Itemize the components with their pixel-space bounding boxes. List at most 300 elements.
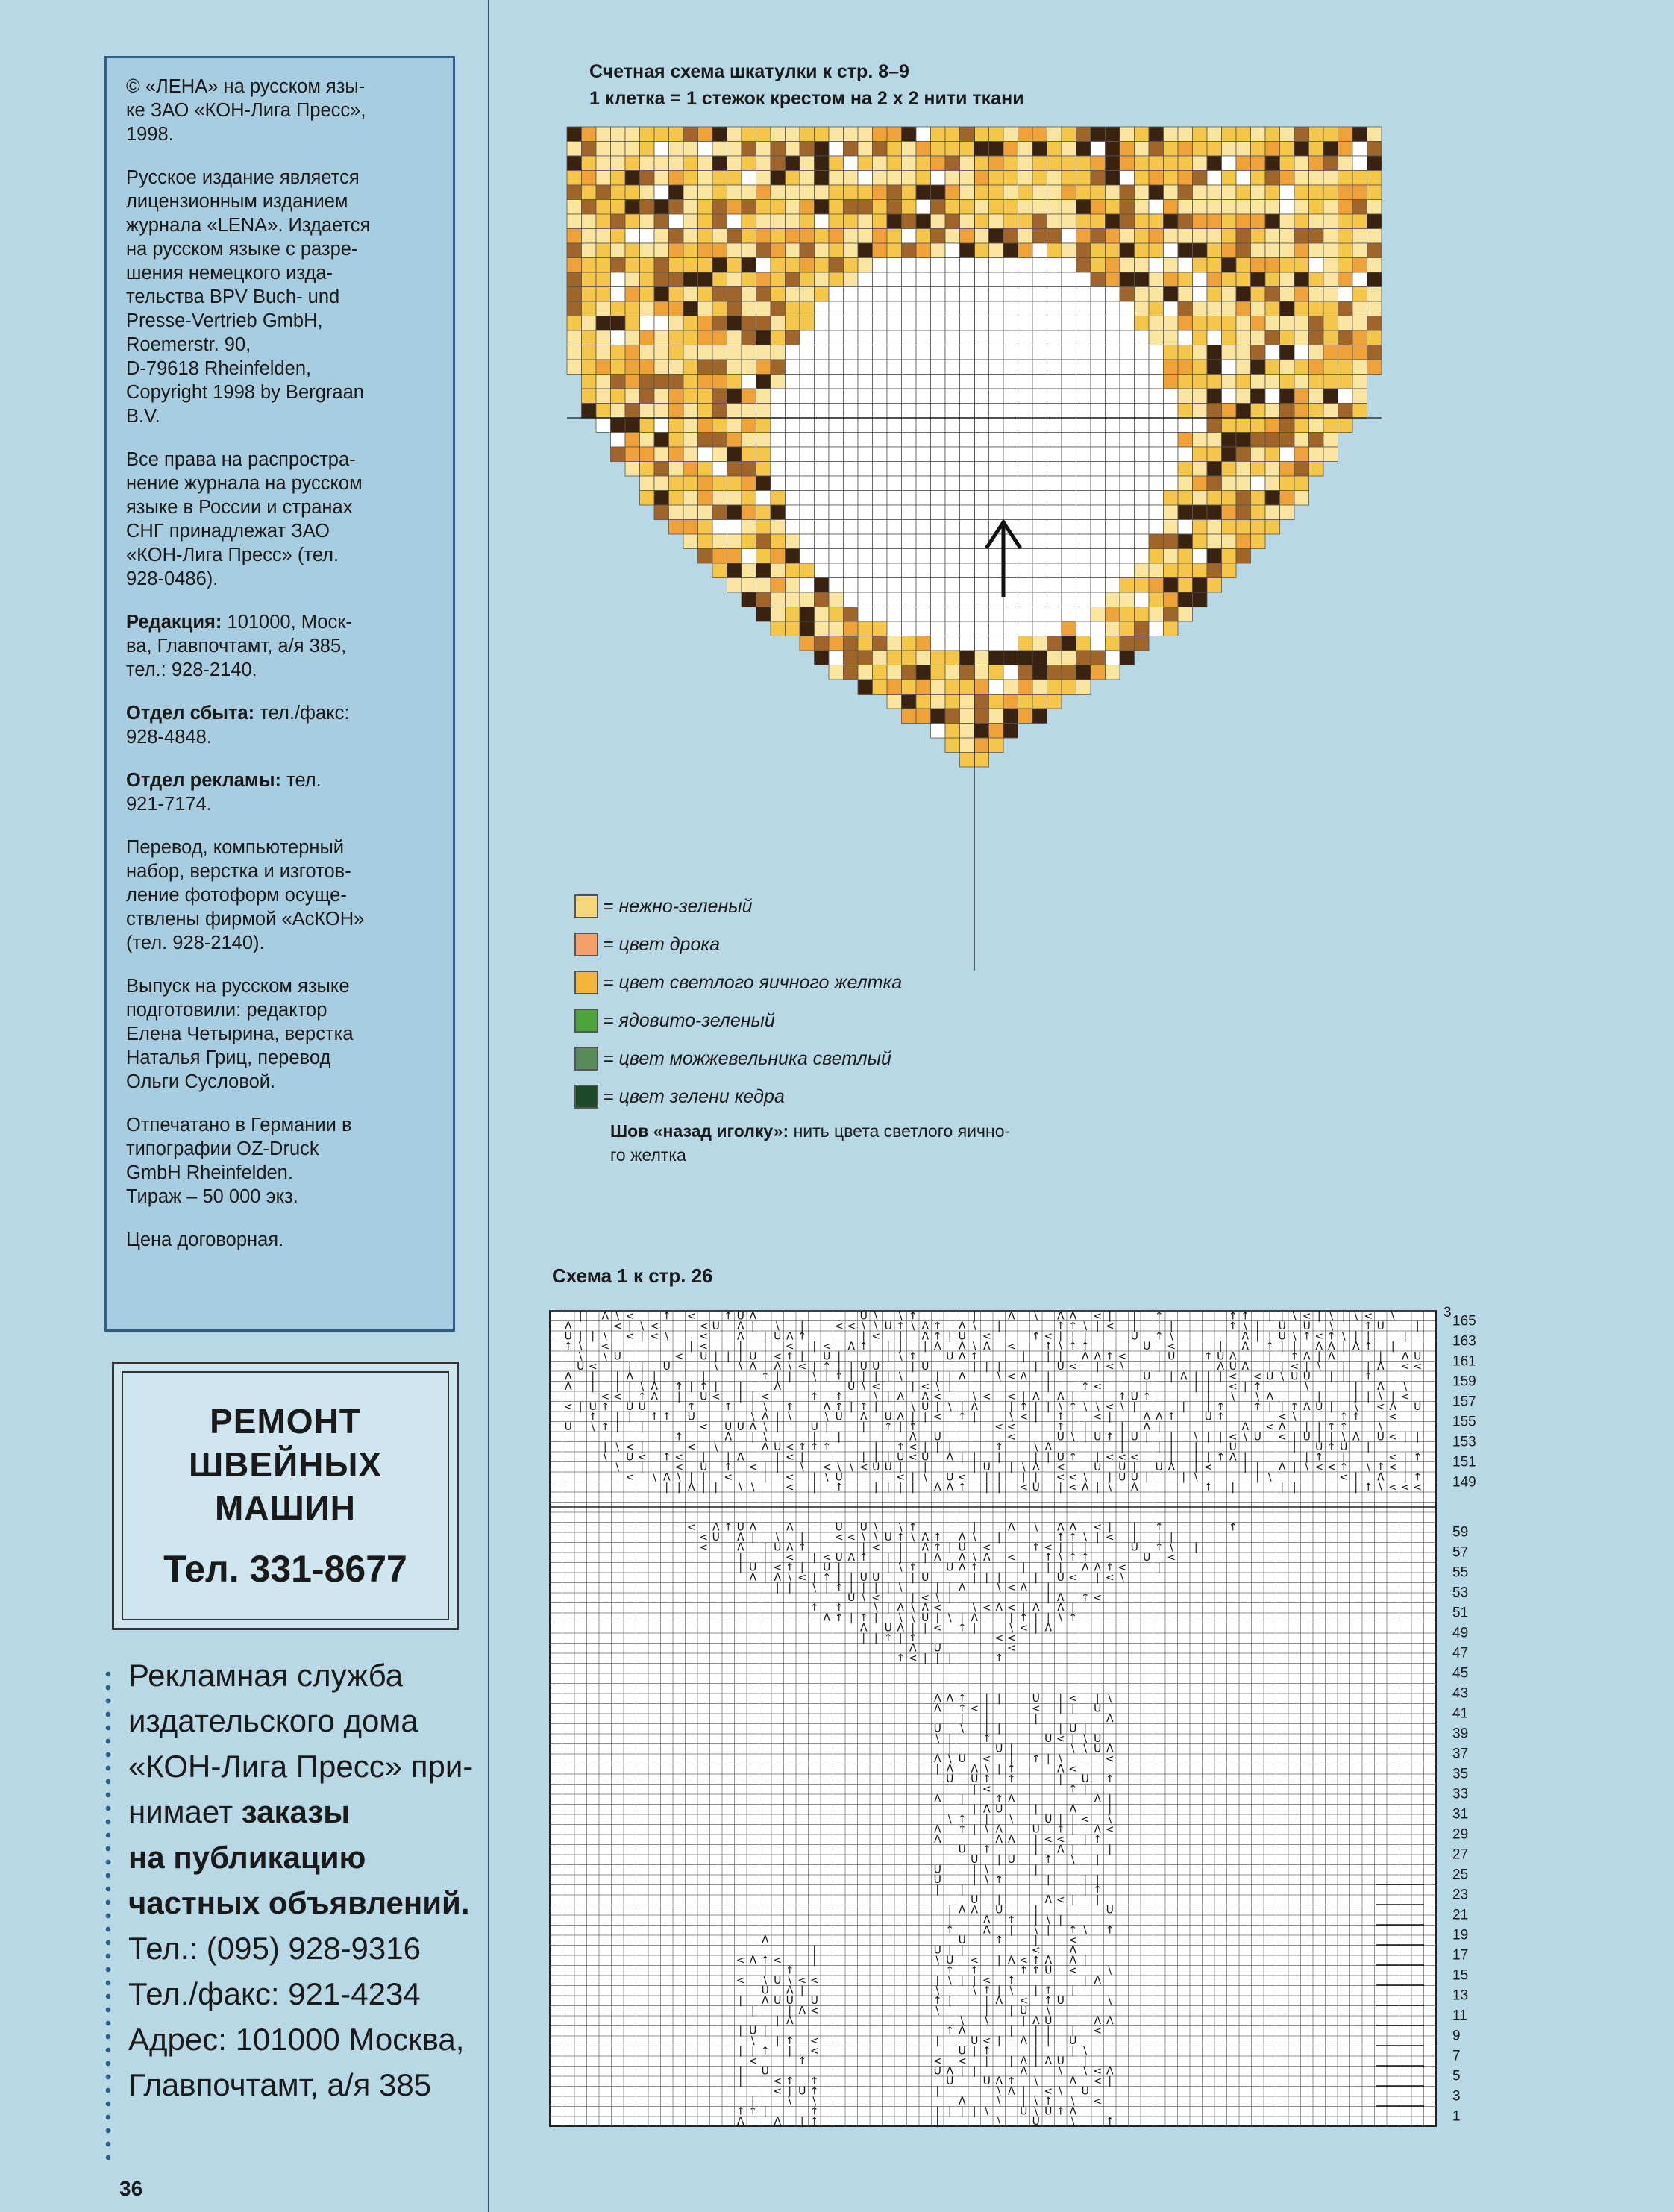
stitch-cell xyxy=(1207,447,1222,462)
stitch-cell xyxy=(1207,243,1222,258)
knit-symbol: | xyxy=(739,1561,743,1574)
stitch-cell xyxy=(1193,229,1208,244)
stitch-cell xyxy=(1236,375,1251,389)
knit-symbol: Λ xyxy=(786,1984,794,1997)
knit-symbol: ↑ xyxy=(1364,1482,1373,1494)
stitch-cell xyxy=(640,272,655,287)
knit-symbol: Λ xyxy=(662,1471,671,1484)
stitch-cell xyxy=(1106,287,1120,302)
knit-symbol: ↑ xyxy=(896,1441,906,1453)
knit-symbol: ↑ xyxy=(1080,1592,1090,1604)
knit-symbol: \ xyxy=(1059,2065,1063,2078)
stitch-cell xyxy=(989,214,1004,229)
stitch-cell xyxy=(916,127,931,142)
stitch-cell xyxy=(596,375,611,389)
stitch-cell xyxy=(654,127,669,142)
knit-symbol: | xyxy=(701,1471,706,1484)
stitch-cell xyxy=(640,491,655,506)
stitch-cell xyxy=(1323,301,1338,316)
stitch-cell xyxy=(698,185,713,200)
knit-symbol: < xyxy=(1080,1814,1090,1826)
knit-symbol: Λ xyxy=(933,1793,941,1805)
knit-symbol: | xyxy=(1243,1451,1247,1464)
knit-symbol: Λ xyxy=(1376,1471,1385,1484)
knit-symbol: \ xyxy=(1403,1381,1408,1393)
stitch-cell xyxy=(625,272,640,287)
stitch-cell xyxy=(1106,389,1120,404)
knit-symbol: | xyxy=(763,1471,768,1484)
knit-symbol: | xyxy=(1305,1361,1309,1373)
stitch-cell xyxy=(1352,214,1367,229)
stitch-cell xyxy=(669,491,684,506)
stitch-cell xyxy=(974,476,989,491)
heart-cells xyxy=(567,127,1382,971)
knit-symbol: ↑ xyxy=(809,2116,819,2128)
stitch-cell xyxy=(815,433,830,448)
stitch-cell xyxy=(873,301,888,316)
stitch-cell xyxy=(712,316,727,331)
knit-symbol: ↑ xyxy=(859,1552,868,1564)
stitch-cell xyxy=(1047,287,1062,302)
knit-symbol: | xyxy=(1267,1401,1272,1413)
stitch-cell xyxy=(1193,404,1208,419)
knit-symbol: | xyxy=(627,1361,632,1373)
stitch-cell xyxy=(1062,621,1076,636)
knit-symbol: \ xyxy=(763,1975,768,1987)
stitch-cell xyxy=(1106,185,1120,200)
stitch-cell xyxy=(887,375,902,389)
stitch-cell xyxy=(989,462,1004,477)
stitch-cell xyxy=(1164,505,1179,520)
staff-text: Выпуск на русском языке подготовили: редактор Елена Четырина, верстка Наталья Гриц, перевод Ольги Сусловой. xyxy=(126,976,354,1092)
knit-symbol: < xyxy=(563,1401,573,1413)
stitch-cell xyxy=(902,621,917,636)
knit-symbol: | xyxy=(1021,1391,1026,1403)
stitch-cell xyxy=(1265,272,1280,287)
print-text: Отпечатано в Германии в типографии OZ-Druck GmbH Rheinfelden. Тираж – 50 000 экз. xyxy=(126,1115,352,1207)
stitch-cell xyxy=(1222,214,1237,229)
knit-symbol: | xyxy=(1305,1421,1309,1433)
stitch-cell xyxy=(712,447,727,462)
knit-symbol: Λ xyxy=(1302,1401,1311,1413)
knit-symbol: | xyxy=(886,1391,891,1403)
knit-symbol: | xyxy=(1206,1370,1211,1383)
stitch-cell xyxy=(858,200,873,215)
knit-symbol: | xyxy=(886,1582,891,1594)
ads-address: Адрес: 101000 Москва, xyxy=(128,2022,465,2057)
stitch-cell xyxy=(611,127,626,142)
stitch-cell xyxy=(698,171,713,186)
knit-symbol: < xyxy=(1302,1310,1311,1323)
stitch-cell xyxy=(1280,185,1295,200)
stitch-cell xyxy=(771,433,786,448)
stitch-cell xyxy=(742,214,756,229)
stitch-cell xyxy=(829,200,844,215)
knit-symbol: \ xyxy=(788,1572,792,1584)
stitch-cell xyxy=(844,360,859,375)
knit-symbol: | xyxy=(788,1582,792,1594)
row-number: 35 xyxy=(1452,1766,1469,1782)
knit-symbol: ↑ xyxy=(1314,1451,1324,1464)
stitch-cell xyxy=(1251,404,1266,419)
stitch-cell xyxy=(1106,243,1120,258)
legend-row-6 xyxy=(574,1082,785,1112)
knit-symbol: | xyxy=(960,1451,965,1464)
knit-symbol: ↑ xyxy=(1068,1552,1078,1564)
stitch-cell xyxy=(1323,287,1338,302)
knit-symbol: ↑ xyxy=(994,1934,1004,1946)
stitch-cell xyxy=(756,185,771,200)
knit-symbol: \ xyxy=(997,2096,1001,2108)
stitch-cell xyxy=(974,258,989,273)
stitch-cell xyxy=(1120,301,1135,316)
knit-symbol: ↑ xyxy=(1105,2116,1115,2128)
knit-symbol: < xyxy=(809,2045,819,2058)
stitch-cell xyxy=(960,316,975,331)
stitch-cell xyxy=(1047,272,1062,287)
stitch-cell xyxy=(829,389,844,404)
stitch-cell xyxy=(800,375,815,389)
stitch-cell xyxy=(1352,345,1367,360)
stitch-cell xyxy=(1149,127,1164,142)
stitch-cell xyxy=(989,433,1004,448)
stitch-cell xyxy=(1149,433,1164,448)
stitch-cell xyxy=(1135,389,1150,404)
stitch-cell xyxy=(1091,375,1106,389)
stitch-cell xyxy=(1032,462,1047,477)
knit-symbol: < xyxy=(1400,1482,1410,1494)
knit-symbol: \ xyxy=(750,1411,755,1423)
knit-symbol: U xyxy=(1167,1350,1176,1363)
stitch-cell xyxy=(1164,534,1179,549)
stitch-cell xyxy=(669,520,684,535)
stitch-cell xyxy=(1120,578,1135,593)
knit-symbol: Λ xyxy=(1056,1592,1065,1604)
stitch-cell xyxy=(596,272,611,287)
stitch-cell xyxy=(873,462,888,477)
knit-symbol: < xyxy=(908,1451,918,1464)
knit-symbol: < xyxy=(785,1341,794,1353)
heart-title-line-2: 1 клетка = 1 стежок крестом на 2 х 2 нити ткани xyxy=(589,88,1024,109)
knit-symbol: \ xyxy=(1292,1330,1297,1343)
stitch-cell xyxy=(1251,214,1266,229)
knit-symbol: | xyxy=(972,2105,976,2118)
knit-symbol: < xyxy=(847,1320,856,1332)
stitch-cell xyxy=(989,171,1004,186)
knit-symbol: | xyxy=(640,1361,645,1373)
knit-symbol: U xyxy=(564,1330,572,1343)
stitch-cell xyxy=(829,171,844,186)
stitch-cell xyxy=(1018,345,1033,360)
knit-symbol: ↑ xyxy=(1326,1441,1336,1453)
knit-symbol: \ xyxy=(1059,2085,1063,2098)
stitch-cell xyxy=(1294,375,1309,389)
stitch-cell xyxy=(742,563,756,578)
knit-symbol: \ xyxy=(972,1391,976,1403)
stitch-cell xyxy=(756,127,771,142)
stitch-cell xyxy=(902,476,917,491)
stitch-cell xyxy=(1193,127,1208,142)
knit-symbol: \ xyxy=(1329,1310,1334,1323)
stitch-cell xyxy=(1251,520,1266,535)
stitch-cell xyxy=(756,578,771,593)
knit-symbol: \ xyxy=(763,1401,768,1413)
knit-symbol: | xyxy=(1070,1814,1075,1826)
stitch-cell xyxy=(829,636,844,651)
stitch-cell xyxy=(815,272,830,287)
knit-symbol: Λ xyxy=(995,1602,1003,1614)
stitch-cell xyxy=(683,462,698,477)
knit-symbol: \ xyxy=(1194,1471,1198,1484)
stitch-cell xyxy=(1251,258,1266,273)
stitch-cell xyxy=(1280,272,1295,287)
stitch-cell xyxy=(1222,287,1237,302)
row-number: 33 xyxy=(1452,1786,1469,1802)
stitch-cell xyxy=(1018,272,1033,287)
row-number: 159 xyxy=(1452,1373,1476,1390)
stitch-cell xyxy=(1323,258,1338,273)
stitch-cell xyxy=(1018,563,1033,578)
stitch-cell xyxy=(1164,287,1179,302)
knit-symbol: \ xyxy=(1034,1521,1038,1534)
knit-symbol: < xyxy=(908,1441,918,1453)
knit-symbol: | xyxy=(739,1341,743,1353)
stitch-cell xyxy=(989,345,1004,360)
stitch-cell xyxy=(727,301,742,316)
knit-symbol: \ xyxy=(1329,1320,1334,1332)
stitch-cell xyxy=(1106,214,1120,229)
knit-symbol: ↑ xyxy=(883,1421,893,1433)
stitch-cell xyxy=(989,563,1004,578)
knit-symbol: | xyxy=(1046,1874,1050,1886)
knit-symbol: | xyxy=(1034,1934,1038,1946)
knit-symbol: U xyxy=(1130,1391,1138,1403)
stitch-cell xyxy=(1047,345,1062,360)
stitch-cell xyxy=(1222,534,1237,549)
stitch-cell xyxy=(1047,301,1062,316)
stitch-cell xyxy=(786,360,800,375)
knit-symbol: | xyxy=(714,1350,718,1363)
knit-symbol: ↑ xyxy=(957,1482,967,1494)
stitch-cell xyxy=(974,680,989,695)
stitch-cell xyxy=(1222,418,1237,433)
row-number: 161 xyxy=(1452,1353,1476,1370)
knit-symbol: | xyxy=(1341,1451,1346,1464)
knit-symbol: ↑ xyxy=(834,1482,844,1494)
knit-symbol: \ xyxy=(1034,2096,1038,2108)
stitch-cell xyxy=(800,433,815,448)
knit-symbol: | xyxy=(1034,1914,1038,1926)
stitch-cell xyxy=(640,229,655,244)
knit-symbol: | xyxy=(750,2045,755,2058)
stitch-cell xyxy=(1207,549,1222,564)
knit-symbol: < xyxy=(748,2055,758,2067)
stitch-cell xyxy=(1294,258,1309,273)
knit-symbol: | xyxy=(1095,1320,1100,1332)
stitch-cell xyxy=(844,127,859,142)
stitch-cell xyxy=(1251,301,1266,316)
knit-symbol: | xyxy=(1354,1482,1358,1494)
knit-symbol: U xyxy=(859,1310,868,1323)
stitch-cell xyxy=(1106,621,1120,636)
stitch-cell xyxy=(844,316,859,331)
stitch-cell xyxy=(1076,578,1091,593)
stitch-cell xyxy=(771,505,786,520)
stitch-cell xyxy=(815,214,830,229)
knit-symbol: ↑ xyxy=(1154,1541,1164,1554)
knit-symbol: \ xyxy=(947,1401,952,1413)
stitch-cell xyxy=(1265,433,1280,448)
knit-symbol: ↑ xyxy=(1080,1381,1090,1393)
stitch-cell xyxy=(567,258,582,273)
stitch-cell xyxy=(974,433,989,448)
knit-symbol: \ xyxy=(1366,1461,1370,1473)
stitch-cell xyxy=(756,316,771,331)
stitch-cell xyxy=(771,287,786,302)
stitch-cell xyxy=(815,520,830,535)
knit-symbol: Λ xyxy=(786,1330,794,1343)
stitch-cell xyxy=(931,592,946,607)
stitch-cell xyxy=(815,418,830,433)
stitch-cell xyxy=(873,505,888,520)
stitch-cell xyxy=(1236,171,1251,186)
stitch-cell xyxy=(712,345,727,360)
stitch-cell xyxy=(858,389,873,404)
knit-symbol: | xyxy=(935,1441,940,1453)
knit-symbol: ↑ xyxy=(994,1874,1004,1886)
knit-symbol: \ xyxy=(1341,1431,1346,1444)
stitch-cell xyxy=(727,534,742,549)
stitch-cell xyxy=(596,185,611,200)
stitch-cell xyxy=(931,142,946,157)
heart-title-line-1: Счетная схема шкатулки к стр. 8–9 xyxy=(589,61,909,82)
stitch-cell xyxy=(989,738,1004,753)
stitch-cell xyxy=(1106,534,1120,549)
stitch-cell xyxy=(712,476,727,491)
stitch-cell xyxy=(1120,171,1135,186)
stitch-cell xyxy=(1062,287,1076,302)
stitch-cell xyxy=(916,142,931,157)
heart-chart-title xyxy=(589,58,1024,112)
knit-symbol: < xyxy=(1006,1642,1016,1655)
stitch-cell xyxy=(669,127,684,142)
stitch-cell xyxy=(873,651,888,665)
knit-symbol: | xyxy=(775,1421,780,1433)
stitch-cell xyxy=(1207,360,1222,375)
stitch-cell xyxy=(1062,272,1076,287)
stitch-cell xyxy=(858,127,873,142)
stitch-cell xyxy=(1164,272,1179,287)
stitch-cell xyxy=(1106,433,1120,448)
knit-symbol: U xyxy=(1007,1854,1015,1866)
stitch-cell xyxy=(683,185,698,200)
stitch-cell xyxy=(916,287,931,302)
knit-symbol: < xyxy=(847,1532,856,1544)
stitch-cell xyxy=(1207,287,1222,302)
knit-symbol: < xyxy=(921,1592,930,1604)
stitch-cell xyxy=(771,316,786,331)
knit-symbol: \ xyxy=(985,1763,989,1776)
stitch-cell xyxy=(1149,578,1164,593)
stitch-cell xyxy=(596,229,611,244)
stitch-cell xyxy=(844,476,859,491)
stitch-cell xyxy=(1236,505,1251,520)
stitch-cell xyxy=(1265,345,1280,360)
knit-symbol: U xyxy=(971,2035,979,2047)
legend-row-3 xyxy=(574,968,902,997)
stitch-cell xyxy=(1018,156,1033,171)
stitch-cell xyxy=(1352,200,1367,215)
repair-advert-frame xyxy=(122,1371,449,1620)
stitch-cell xyxy=(596,316,611,331)
stitch-cell xyxy=(1062,360,1076,375)
knit-symbol: | xyxy=(1059,1541,1063,1554)
stitch-cell xyxy=(786,505,800,520)
stitch-cell xyxy=(1135,404,1150,419)
knit-symbol: < xyxy=(970,1702,979,1715)
stitch-cell xyxy=(1178,360,1193,375)
knit-symbol: ↑ xyxy=(1080,1341,1090,1353)
stitch-cell xyxy=(742,258,756,273)
knit-symbol: < xyxy=(982,1975,991,1987)
stitch-cell xyxy=(1032,316,1047,331)
stitch-cell xyxy=(858,578,873,593)
knit-symbol: \ xyxy=(923,1471,927,1484)
stitch-cell xyxy=(1076,389,1091,404)
stitch-cell xyxy=(1062,229,1076,244)
stitch-cell xyxy=(1352,142,1367,157)
knit-symbol: ↑ xyxy=(1031,1964,1041,1977)
knit-symbol: | xyxy=(665,1482,669,1494)
stitch-cell xyxy=(683,360,698,375)
knit-symbol: < xyxy=(822,1341,832,1353)
stitch-cell xyxy=(989,142,1004,157)
stitch-cell xyxy=(1149,418,1164,433)
knit-symbol: \ xyxy=(898,1521,903,1534)
stitch-cell xyxy=(756,345,771,360)
knit-symbol: < xyxy=(1105,1361,1115,1373)
stitch-cell xyxy=(596,258,611,273)
stitch-cell xyxy=(669,229,684,244)
knit-symbol: \ xyxy=(985,1823,989,1836)
stitch-cell xyxy=(625,345,640,360)
stitch-cell xyxy=(625,404,640,419)
knit-symbol: Λ xyxy=(1056,1521,1065,1534)
stitch-cell xyxy=(1251,389,1266,404)
stitch-cell xyxy=(771,418,786,433)
stitch-cell xyxy=(1135,243,1150,258)
knit-symbol: | xyxy=(960,2105,965,2118)
legend-label-1: = нежно-зеленый xyxy=(603,895,753,917)
knit-symbol: ↑ xyxy=(982,1984,991,1997)
knit-symbol: \ xyxy=(1083,1320,1088,1332)
stitch-cell xyxy=(727,520,742,535)
knit-symbol: Λ xyxy=(897,1391,905,1403)
row-number: 29 xyxy=(1452,1826,1469,1843)
knit-symbol: < xyxy=(932,1411,942,1423)
stitch-cell xyxy=(1280,142,1295,157)
stitch-cell xyxy=(1032,404,1047,419)
knit-symbol: Λ xyxy=(1044,1441,1053,1453)
stitch-cell xyxy=(974,171,989,186)
stitch-cell xyxy=(1106,375,1120,389)
knit-symbol: | xyxy=(739,2075,743,2087)
stitch-cell xyxy=(1193,447,1208,462)
stitch-cell xyxy=(829,505,844,520)
stitch-cell xyxy=(756,229,771,244)
stitch-cell xyxy=(1280,491,1295,506)
stitch-cell xyxy=(989,665,1004,680)
